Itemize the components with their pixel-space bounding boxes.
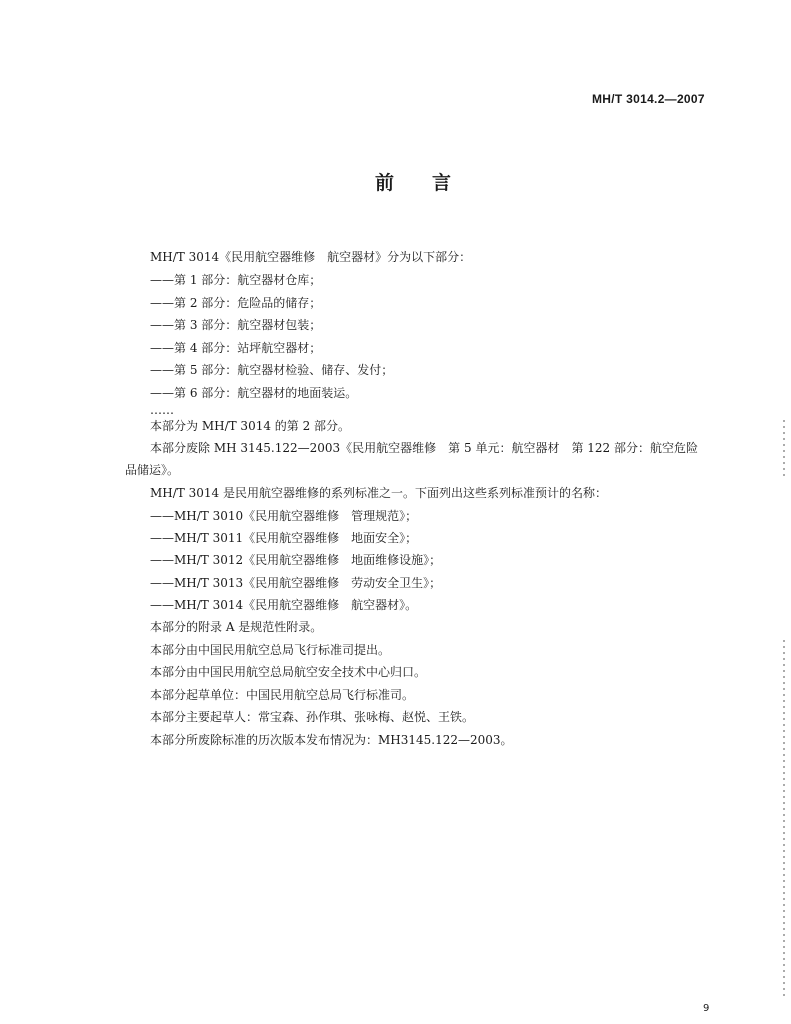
list-item: ——MH/T 3014《民用航空器维修 航空器材》。 bbox=[150, 598, 418, 612]
page-title: 前言 bbox=[375, 172, 490, 194]
list-item: ——MH/T 3010《民用航空器维修 管理规范》； bbox=[150, 509, 418, 523]
list-item: ——MH/T 3011《民用航空器维修 地面安全》； bbox=[150, 531, 418, 545]
list-item: ——第 5 部分：航空器材检验、储存、发付； bbox=[150, 363, 394, 377]
list-item: ——MH/T 3013《民用航空器维修 劳动安全卫生》； bbox=[150, 576, 442, 590]
paragraph-line: 本部分废除 MH 3145.122—2003《民用航空器维修 第 5 单元：航空器材 第 122 部分：航空危险 bbox=[150, 441, 698, 455]
list-item: ——第 6 部分：航空器材的地面装运。 bbox=[150, 386, 358, 400]
paragraph-line: 本部分为 MH/T 3014 的第 2 部分。 bbox=[150, 419, 351, 433]
list-item: ——第 3 部分：航空器材包装； bbox=[150, 318, 322, 332]
paragraph-line: 本部分所废除标准的历次版本发布情况为：MH3145.122—2003。 bbox=[150, 733, 513, 747]
paragraph-line: 本部分由中国民用航空总局航空安全技术中心归口。 bbox=[150, 665, 427, 679]
list-item: ——第 4 部分：站坪航空器材； bbox=[150, 341, 322, 355]
paragraph-line: 本部分由中国民用航空总局飞行标准司提出。 bbox=[150, 643, 391, 657]
list-item: ——第 2 部分：危险品的储存； bbox=[150, 296, 322, 310]
standard-code-header: MH/T 3014.2—2007 bbox=[592, 92, 705, 106]
scan-edge-mark bbox=[783, 640, 785, 1000]
page-number: 9 bbox=[703, 1003, 710, 1014]
list-item: ——MH/T 3012《民用航空器维修 地面维修设施》； bbox=[150, 553, 442, 567]
paragraph-line: 品储运》。 bbox=[125, 463, 180, 477]
paragraph-line: 本部分主要起草人：常宝森、孙作琪、张咏梅、赵悦、王铁。 bbox=[150, 710, 475, 724]
intro-line: MH/T 3014《民用航空器维修 航空器材》分为以下部分： bbox=[150, 250, 472, 264]
paragraph-line: MH/T 3014 是民用航空器维修的系列标准之一。下面列出这些系列标准预计的名称： bbox=[150, 486, 607, 500]
ellipsis: …… bbox=[150, 403, 174, 417]
scan-edge-mark bbox=[783, 420, 785, 480]
paragraph-line: 本部分起草单位：中国民用航空总局飞行标准司。 bbox=[150, 688, 415, 702]
paragraph-line: 本部分的附录 A 是规范性附录。 bbox=[150, 620, 323, 634]
list-item: ——第 1 部分：航空器材仓库； bbox=[150, 273, 322, 287]
